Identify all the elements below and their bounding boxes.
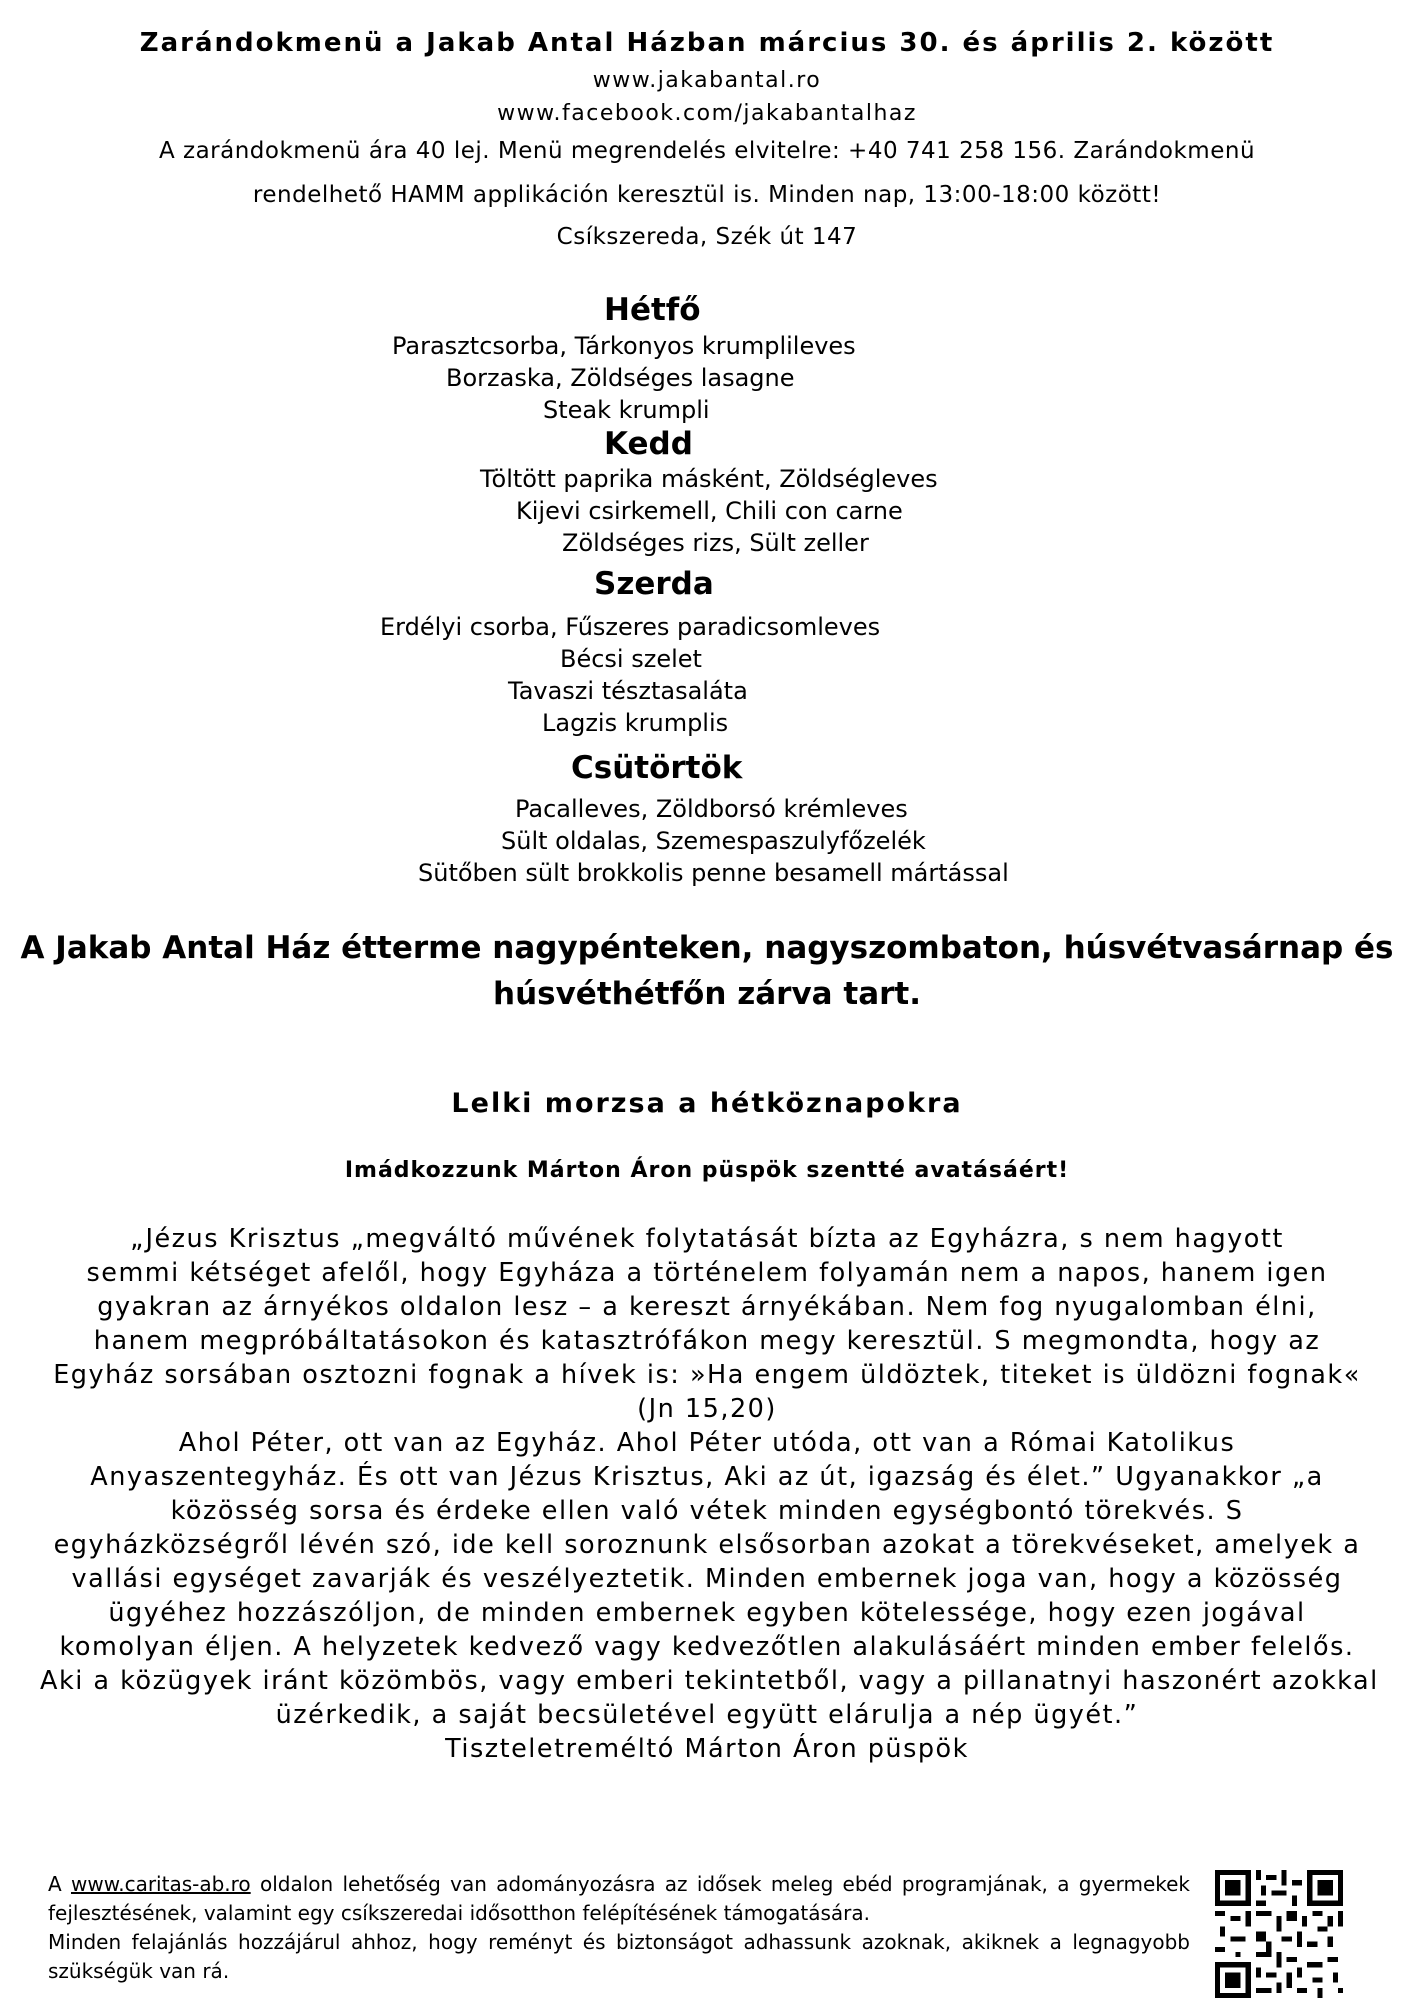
quote-line: semmi kétséget afelől, hogy Egyháza a történelem folyamán nem a napos, hanem igen bbox=[86, 1258, 1328, 1288]
day-heading-thursday: Csütörtök bbox=[571, 750, 743, 786]
dish-line: Tavaszi tésztasaláta bbox=[508, 677, 748, 705]
quote-line: Ahol Péter, ott van az Egyház. Ahol Péter utóda, ott van a Római Katolikus bbox=[178, 1428, 1236, 1458]
quote-line: (Jn 15,20) bbox=[637, 1394, 777, 1424]
quote-line: ügyéhez hozzászóljon, de minden embernek egyben kötelessége, hogy ezen jogával bbox=[108, 1598, 1306, 1628]
price-info-line-1: A zarándokmenü ára 40 lej. Menü megrendelés elvitelre: +40 741 258 156. Zarándokmenü bbox=[158, 138, 1256, 164]
dish-line: Zöldséges rizs, Sült zeller bbox=[562, 529, 869, 557]
dish-line: Sütőben sült brokkolis penne besamell mártással bbox=[418, 859, 1009, 887]
dish-line: Lagzis krumplis bbox=[542, 709, 729, 737]
dish-line: Erdélyi csorba, Fűszeres paradicsomleves bbox=[380, 613, 881, 641]
quote-block bbox=[40, 1222, 1379, 1766]
quote-line: gyakran az árnyékos oldalon lesz – a kereszt árnyékában. Nem fog nyugalomban élni, bbox=[97, 1292, 1317, 1322]
quote-line: üzérkedik, a saját becsületével együtt elárulja a nép ügyét.” bbox=[275, 1700, 1139, 1730]
dish-line: Pacalleves, Zöldborsó krémleves bbox=[515, 795, 908, 823]
day-heading-tuesday: Kedd bbox=[604, 426, 693, 462]
quote-author: Tiszteletreméltó Márton Áron püspök bbox=[445, 1734, 969, 1764]
quote-line: hanem megpróbáltatásokon és katasztrófákon megy keresztül. S megmondta, hogy az bbox=[93, 1326, 1321, 1356]
quote-line: közösség sorsa és érdeke ellen való vétek minden egységbontó törekvés. S bbox=[170, 1496, 1244, 1526]
footer-text: oldalon lehetőség van adományozásra az idősek meleg ebéd programjának, a gyermekek fejlesztésének, valamint egy csíkszeredai idősotthon felépítésének támogatására. bbox=[48, 1872, 1191, 1925]
dish-line: Sült oldalas, Szemespaszulyfőzelék bbox=[501, 827, 926, 855]
dish-line: Parasztcsorba, Tárkonyos krumplileves bbox=[392, 332, 856, 360]
footer-paragraph-2: Minden felajánlás hozzájárul ahhoz, hogy reményt és biztonságot adhassunk azoknak, akiknek a legnagyobb szükségük van rá. bbox=[48, 1930, 1190, 1983]
quote-line: Anyaszentegyház. És ott van Jézus Krisztus, Aki az út, igazság és élet.” Ugyanakkor „a bbox=[90, 1462, 1324, 1492]
address: Csíkszereda, Szék út 147 bbox=[556, 224, 858, 250]
dish-line: Bécsi szelet bbox=[560, 645, 702, 673]
dish-line: Steak krumpli bbox=[543, 396, 710, 424]
website-link[interactable]: www.jakabantal.ro bbox=[592, 68, 822, 93]
section-subtitle: Imádkozzunk Márton Áron püspök szentté avatásáért! bbox=[344, 1158, 1070, 1183]
caritas-link[interactable]: www.caritas-ab.ro bbox=[70, 1872, 251, 1896]
quote-line: Egyház sorsában osztozni fognak a hívek is: »Ha engem üldöztek, titeket is üldözni fognak« bbox=[53, 1360, 1361, 1390]
dish-line: Töltött paprika másként, Zöldségleves bbox=[480, 465, 938, 493]
footer-paragraph-1 bbox=[48, 1870, 1190, 1928]
footer-prefix: A bbox=[48, 1872, 71, 1896]
section-title: Lelki morzsa a hétköznapokra bbox=[451, 1088, 963, 1119]
closed-notice-line: húsvéthétfőn zárva tart. bbox=[493, 976, 921, 1012]
closed-notice bbox=[0, 925, 1414, 1017]
donation-footer bbox=[48, 1870, 1190, 1986]
day-heading-wednesday: Szerda bbox=[594, 566, 714, 602]
quote-line: egyházközségről lévén szó, ide kell soroznunk elsősorban azokat a törekvéseket, amelyek a bbox=[53, 1530, 1361, 1560]
qr-code[interactable] bbox=[1215, 1870, 1343, 1998]
quote-line: Aki a közügyek iránt közömbös, vagy emberi tekintetből, vagy a pillanatnyi haszonért azokkal bbox=[40, 1666, 1379, 1696]
quote-line: komolyan éljen. A helyzetek kedvező vagy kedvezőtlen alakulásáért minden ember felelős. bbox=[59, 1632, 1355, 1662]
day-heading-monday: Hétfő bbox=[604, 292, 701, 328]
facebook-link[interactable]: www.facebook.com/jakabantalhaz bbox=[497, 101, 917, 126]
closed-notice-line: A Jakab Antal Ház étterme nagypénteken, nagyszombaton, húsvétvasárnap és bbox=[20, 930, 1394, 966]
quote-line: vallási egységet zavarják és veszélyeztetik. Minden embernek joga van, hogy a közösség bbox=[71, 1564, 1343, 1594]
quote-line: „Jézus Krisztus „megváltó művének folytatását bízta az Egyházra, s nem hagyott bbox=[130, 1224, 1284, 1254]
price-info-line-2: rendelhető HAMM applikáción keresztül is. Minden nap, 13:00-18:00 között! bbox=[252, 182, 1162, 208]
dish-line: Borzaska, Zöldséges lasagne bbox=[446, 364, 795, 392]
dish-line: Kijevi csirkemell, Chili con carne bbox=[516, 497, 903, 525]
page-title: Zarándokmenü a Jakab Antal Házban március 30. és április 2. között bbox=[139, 28, 1275, 58]
